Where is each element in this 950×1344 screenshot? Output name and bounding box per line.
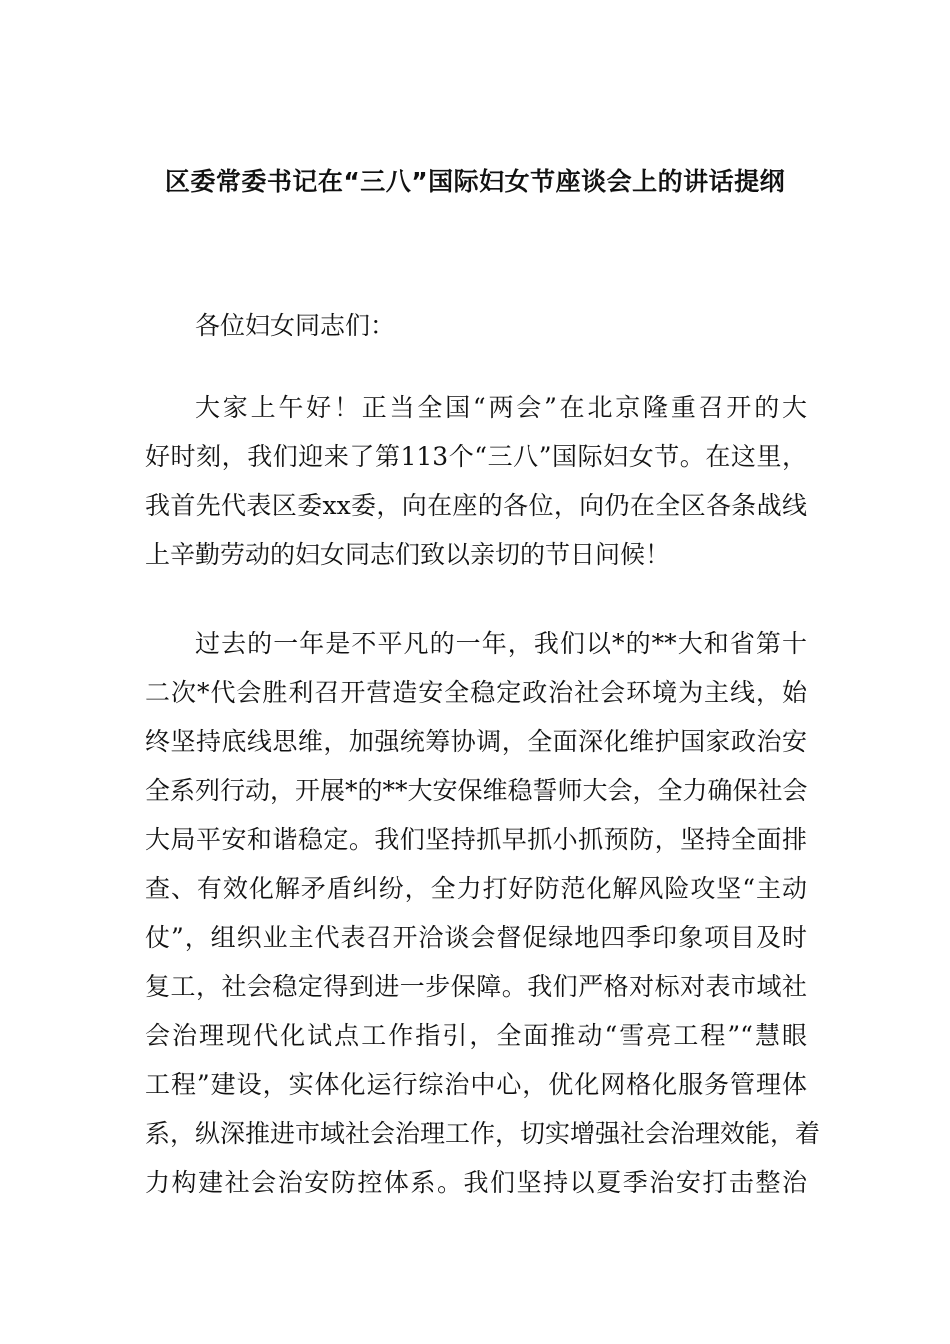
paragraph-line: 过去的一年是不平凡的一年，我们以*的**大和省第十 (195, 629, 807, 658)
paragraph-line: 会治理现代化试点工作指引，全面推动“雪亮工程”“慧眼 (145, 1021, 807, 1050)
paragraph-line: 全系列行动，开展*的**大安保维稳誓师大会，全力确保社会 (145, 776, 808, 805)
paragraph-line: 力构建社会治安防控体系。我们坚持以夏季治安打击整治 (145, 1168, 807, 1197)
paragraph-line: 大局平安和谐稳定。我们坚持抓早抓小抓预防，坚持全面排 (145, 825, 807, 854)
salutation: 各位妇女同志们： (195, 311, 396, 340)
paragraph-line: 系，纵深推进市域社会治理工作，切实增强社会治理效能，着 (145, 1119, 821, 1148)
paragraph-line: 我首先代表区委xx委，向在座的各位，向仍在全区各条战线 (145, 491, 807, 520)
paragraph-line: 大家上午好！正当全国“两会”在北京隆重召开的大 (195, 393, 807, 422)
document-title: 区委常委书记在“三八”国际妇女节座谈会上的讲话提纲 (164, 167, 786, 196)
paragraph-line: 仗”，组织业主代表召开洽谈会督促绿地四季印象项目及时 (145, 923, 807, 952)
paragraph-line: 好时刻，我们迎来了第113个“三八”国际妇女节。在这里， (145, 442, 807, 471)
paragraph-line: 工程”建设，实体化运行综治中心，优化网格化服务管理体 (145, 1070, 807, 1099)
paragraph-line: 二次*代会胜利召开营造安全稳定政治社会环境为主线，始 (145, 678, 807, 707)
paragraph-line: 查、有效化解矛盾纠纷，全力打好防范化解风险攻坚“主动 (145, 874, 807, 903)
paragraph-line: 终坚持底线思维，加强统筹协调，全面深化维护国家政治安 (145, 727, 807, 756)
paragraph-line: 复工，社会稳定得到进一步保障。我们严格对标对表市域社 (145, 972, 807, 1001)
paragraph-line: 上辛勤劳动的妇女同志们致以亲切的节日问候！ (145, 540, 671, 569)
